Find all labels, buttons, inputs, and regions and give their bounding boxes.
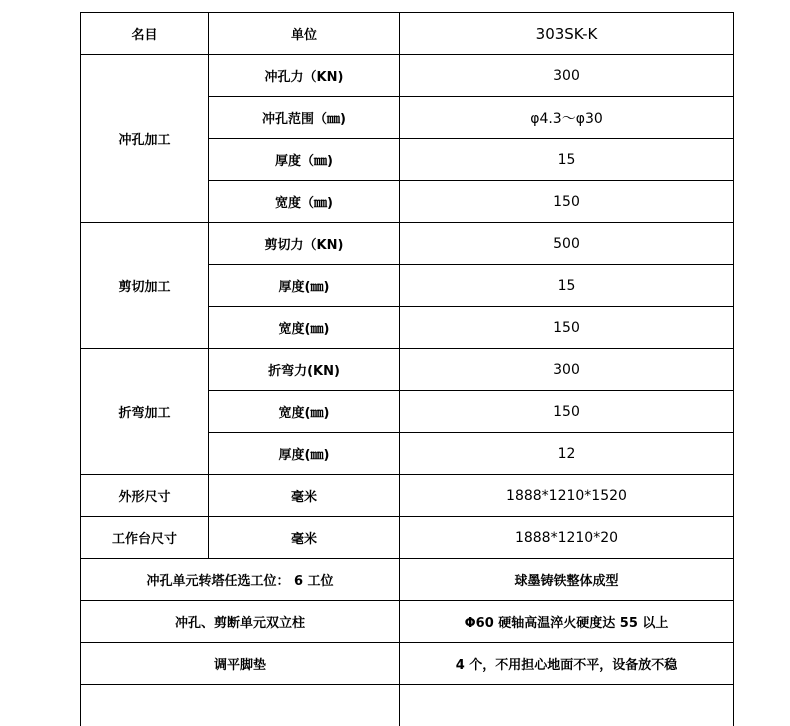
- row-label: 剪切力（KN): [209, 223, 400, 265]
- table-row: [81, 559, 734, 601]
- row-label: 宽度(㎜): [209, 307, 400, 349]
- row-unit: 毫米: [209, 517, 400, 559]
- row-label: 厚度(㎜): [209, 433, 400, 475]
- row-value: 300: [400, 349, 734, 391]
- spec-table: [80, 12, 734, 726]
- table-row: [81, 601, 734, 643]
- row-value: 150: [400, 181, 734, 223]
- row-value: 12: [400, 433, 734, 475]
- header-name: 名目: [81, 13, 209, 55]
- row-label: 宽度(㎜): [209, 391, 400, 433]
- row-unit: 毫米: [209, 475, 400, 517]
- group-bend: 折弯加工: [81, 349, 209, 475]
- header-unit: 单位: [209, 13, 400, 55]
- row-label: 厚度（㎜): [209, 139, 400, 181]
- table-row: [81, 475, 734, 517]
- table-row: [81, 643, 734, 685]
- row-value: 15: [400, 139, 734, 181]
- table-row: [81, 223, 734, 265]
- row-group-label: 工作台尺寸: [81, 517, 209, 559]
- row-value: 1888*1210*20: [400, 517, 734, 559]
- row-group-label: 外形尺寸: [81, 475, 209, 517]
- row-value: 15: [400, 265, 734, 307]
- feature-value: 球墨铸铁整体成型: [400, 559, 734, 601]
- group-shear: 剪切加工: [81, 223, 209, 349]
- feature-label: 冲孔、剪断单元双立柱: [81, 601, 400, 643]
- feature-value: Φ60 硬轴高温淬火硬度达 55 以上: [400, 601, 734, 643]
- header-model: 303SK-K: [400, 13, 734, 55]
- row-label: 冲孔范围（㎜): [209, 97, 400, 139]
- row-value: 1888*1210*1520: [400, 475, 734, 517]
- feature-label: 调平脚垫: [81, 643, 400, 685]
- row-value: 150: [400, 307, 734, 349]
- row-value: 150: [400, 391, 734, 433]
- row-value: 300: [400, 55, 734, 97]
- group-punch: 冲孔加工: [81, 55, 209, 223]
- table-row: [81, 517, 734, 559]
- table-row: [81, 349, 734, 391]
- row-value: 500: [400, 223, 734, 265]
- feature-label: 冲孔单元转塔任选工位： 6 工位: [81, 559, 400, 601]
- row-value: φ4.3～φ30: [400, 97, 734, 139]
- row-label: 宽度（㎜): [209, 181, 400, 223]
- feature-value: 4 个，不用担心地面不平，设备放不稳: [400, 643, 734, 685]
- row-label: 厚度(㎜): [209, 265, 400, 307]
- row-label: 折弯力(KN): [209, 349, 400, 391]
- row-label: 冲孔力（KN): [209, 55, 400, 97]
- header-row: [81, 13, 734, 55]
- table-row: [81, 55, 734, 97]
